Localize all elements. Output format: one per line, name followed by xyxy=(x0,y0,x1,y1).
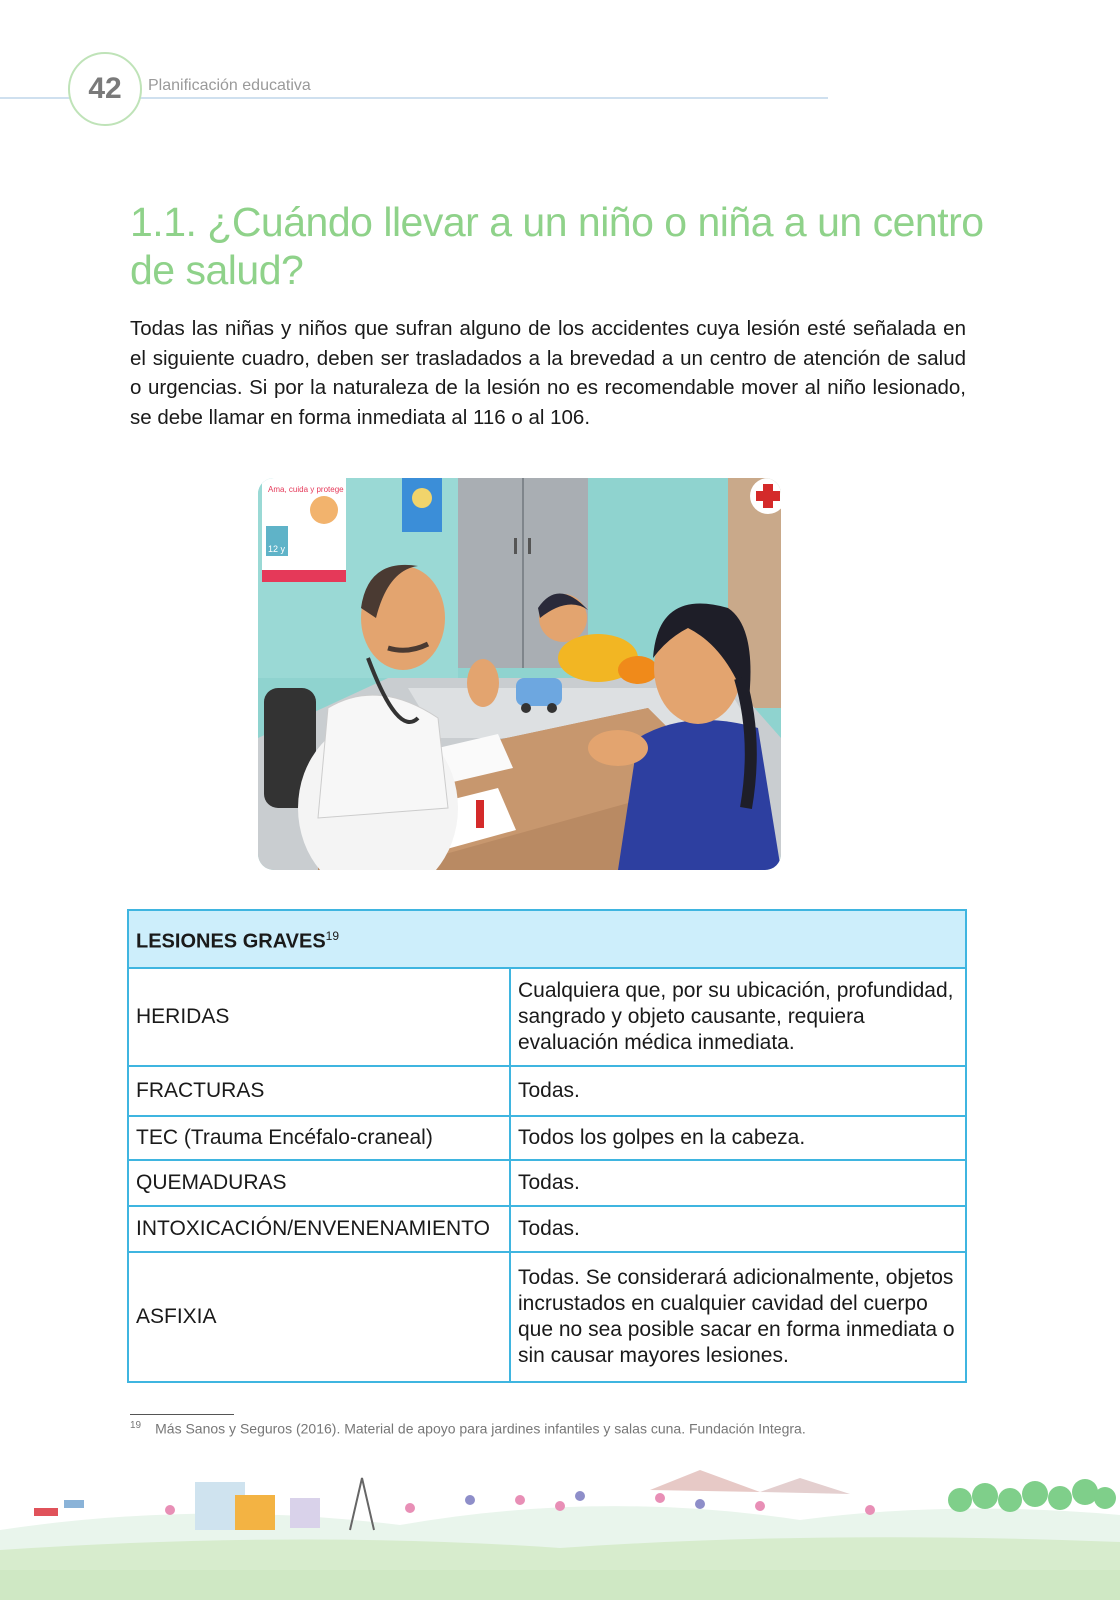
poster-text: Ama, cuida y protege xyxy=(268,485,344,494)
table-row xyxy=(128,1206,966,1252)
criteria-cell: Todas. xyxy=(510,1160,966,1206)
clinic-illustration xyxy=(258,478,781,870)
table-row xyxy=(128,1116,966,1160)
criteria-cell: Todas. xyxy=(510,1206,966,1252)
criteria-cell: Todas. xyxy=(510,1066,966,1116)
wall-poster xyxy=(262,478,346,582)
injury-cell: HERIDAS xyxy=(128,968,510,1066)
footnote xyxy=(130,1420,990,1437)
table-row xyxy=(128,1066,966,1116)
footnote-rule xyxy=(130,1414,234,1415)
injury-cell: QUEMADURAS xyxy=(128,1160,510,1206)
section-title: 1.1. ¿Cuándo llevar a un niño o niña a un centro de salud? xyxy=(130,199,984,293)
footnote-ref: 19 xyxy=(325,929,340,944)
injuries-table xyxy=(127,909,967,1383)
injury-cell: TEC (Trauma Encéfalo-craneal) xyxy=(128,1116,510,1160)
table-header-cell xyxy=(128,910,966,968)
table-header-row xyxy=(128,910,966,968)
table-row xyxy=(128,1160,966,1206)
table-header-label: LESIONES GRAVES xyxy=(136,930,326,953)
running-title: Planificación educativa xyxy=(148,77,311,94)
poster-numbers: 12 y 13 xyxy=(268,544,298,554)
table-row xyxy=(128,1252,966,1382)
injury-cell: ASFIXIA xyxy=(128,1252,510,1382)
injury-cell: FRACTURAS xyxy=(128,1066,510,1116)
criteria-cell: Todas. Se considerará adicionalmente, objetos incrustados en cualquier cavidad del cuerpo que no sea posible sacar en forma inmediata o sin causar mayores lesiones. xyxy=(510,1252,966,1382)
footnote-text: Más Sanos y Seguros (2016). Material de apoyo para jardines infantiles y salas cuna. Fundación Integra. xyxy=(155,1420,806,1437)
page-number: 42 xyxy=(68,52,142,126)
footnote-number: 19 xyxy=(130,1420,142,1431)
criteria-cell: Cualquiera que, por su ubicación, profundidad, sangrado y objeto causante, requiera evaluación médica inmediata. xyxy=(510,968,966,1066)
table-row xyxy=(128,968,966,1066)
footer-landscape-illustration xyxy=(0,1470,1120,1600)
criteria-cell: Todos los golpes en la cabeza. xyxy=(510,1116,966,1160)
injury-cell: INTOXICACIÓN/ENVENENAMIENTO xyxy=(128,1206,510,1252)
intro-paragraph: Todas las niñas y niños que sufran alguno de los accidentes cuya lesión esté señalada en el siguiente cuadro, deben ser trasladados a la brevedad a un centro de atención de salud o urgencias. Si por la naturaleza de la lesión no es recomendable mover al niño lesionado, se debe llamar en forma inmediata al 116 o al 106. xyxy=(130,317,966,429)
